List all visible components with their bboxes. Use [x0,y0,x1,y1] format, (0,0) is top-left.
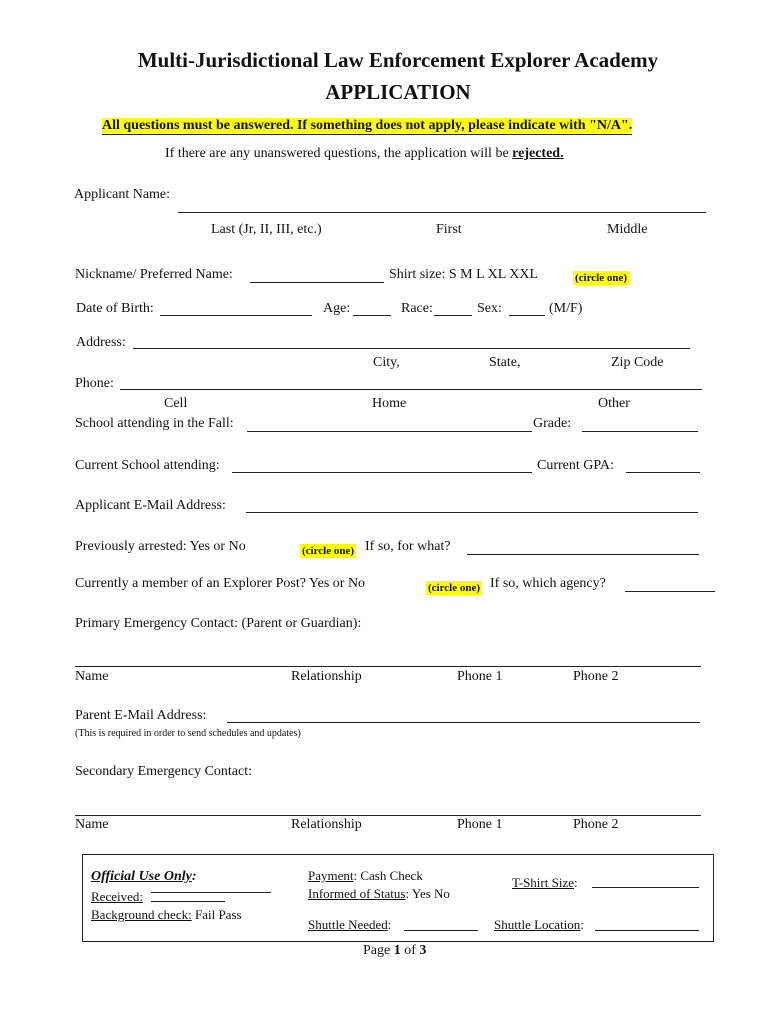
payment-row: Payment: Cash Check [308,868,423,883]
grade-line[interactable] [582,431,698,432]
grade-label: Grade: [533,416,572,431]
school-fall-label: School attending in the Fall: [75,416,234,431]
arrested-followup: If so, for what? [365,539,451,554]
rejection-prefix: If there are any unanswered questions, the application will be [165,146,509,161]
explorer-line[interactable] [625,591,715,592]
parent-email-line[interactable] [227,722,700,723]
rejection-word: rejected. [512,146,564,161]
sex-options: (M/F) [549,301,583,316]
primary-relationship-caption: Relationship [291,669,362,684]
explorer-label: Currently a member of an Explorer Post? Yes or No [75,576,366,591]
secondary-contact-label: Secondary Emergency Contact: [75,764,253,779]
race-label: Race: [401,301,433,316]
notice-text: All questions must be answered. If something does not apply, please indicate with "N/A". [102,118,633,133]
gpa-line[interactable] [626,472,700,473]
secondary-relationship-caption: Relationship [291,817,362,832]
arrested-circle-one: (circle one) [302,545,355,557]
sex-line[interactable] [509,315,545,316]
shuttle-needed-line[interactable] [404,930,478,931]
tshirt-line[interactable] [592,887,699,888]
arrested-line[interactable] [467,554,699,555]
page-number: Page 1 of 3 [363,943,427,958]
arrested-label: Previously arrested: Yes or No [75,539,246,554]
cell-caption: Cell [164,396,188,411]
tshirt-label: T-Shirt Size: [512,875,578,890]
first-name-caption: First [436,222,462,237]
other-caption: Other [598,396,630,411]
dob-label: Date of Birth: [76,301,154,316]
nickname-line[interactable] [250,282,384,283]
received-label: Received: [91,889,143,904]
applicant-email-line[interactable] [246,512,698,513]
race-line[interactable] [434,315,472,316]
age-line[interactable] [353,315,391,316]
applicant-email-label: Applicant E-Mail Address: [75,498,226,513]
zip-caption: Zip Code [611,355,664,370]
state-caption: State, [489,355,521,370]
shuttle-needed-label: Shuttle Needed: [308,917,392,932]
shirt-size-label: Shirt size: S M L XL XXL [389,267,539,282]
secondary-name-caption: Name [75,817,109,832]
gpa-label: Current GPA: [537,458,614,473]
shuttle-location-line[interactable] [595,930,699,931]
received-line[interactable] [151,901,225,902]
current-school-line[interactable] [232,472,532,473]
primary-name-caption: Name [75,669,109,684]
shuttle-location-label: Shuttle Location: [494,917,584,932]
rejection-notice [165,146,564,162]
secondary-contact-line[interactable] [75,815,701,816]
shirt-circle-one: (circle one) [575,272,628,284]
last-name-caption: Last (Jr, II, III, etc.) [211,222,322,237]
parent-email-note: (This is required in order to send schedules and updates) [75,728,301,739]
sex-label: Sex: [477,301,502,316]
phone-line[interactable] [120,389,702,390]
parent-email-label: Parent E-Mail Address: [75,708,207,723]
home-caption: Home [372,396,407,411]
primary-contact-line[interactable] [75,666,701,667]
address-line[interactable] [133,348,690,349]
nickname-label: Nickname/ Preferred Name: [75,267,233,282]
page-title: Multi-Jurisdictional Law Enforcement Explorer Academy [137,48,659,72]
page-subtitle: APPLICATION [325,80,471,104]
primary-phone2-caption: Phone 2 [573,669,619,684]
phone-label: Phone: [75,376,114,391]
current-school-label: Current School attending: [75,458,220,473]
received-line-upper[interactable] [151,892,271,893]
primary-contact-label: Primary Emergency Contact: (Parent or Guardian): [75,616,362,631]
secondary-phone1-caption: Phone 1 [457,817,503,832]
address-label: Address: [76,335,126,350]
informed-row: Informed of Status: Yes No [308,886,450,901]
secondary-phone2-caption: Phone 2 [573,817,619,832]
city-caption: City, [373,355,400,370]
primary-phone1-caption: Phone 1 [457,669,503,684]
explorer-followup: If so, which agency? [490,576,606,591]
explorer-circle-one: (circle one) [428,582,481,594]
applicant-name-line[interactable] [178,212,706,213]
school-fall-line[interactable] [247,431,532,432]
middle-name-caption: Middle [607,222,648,237]
applicant-name-label: Applicant Name: [74,187,171,202]
official-use-title: Official Use Only: [91,869,197,884]
age-label: Age: [323,301,351,316]
background-check: Background check: Fail Pass [91,907,242,922]
dob-line[interactable] [160,315,312,316]
